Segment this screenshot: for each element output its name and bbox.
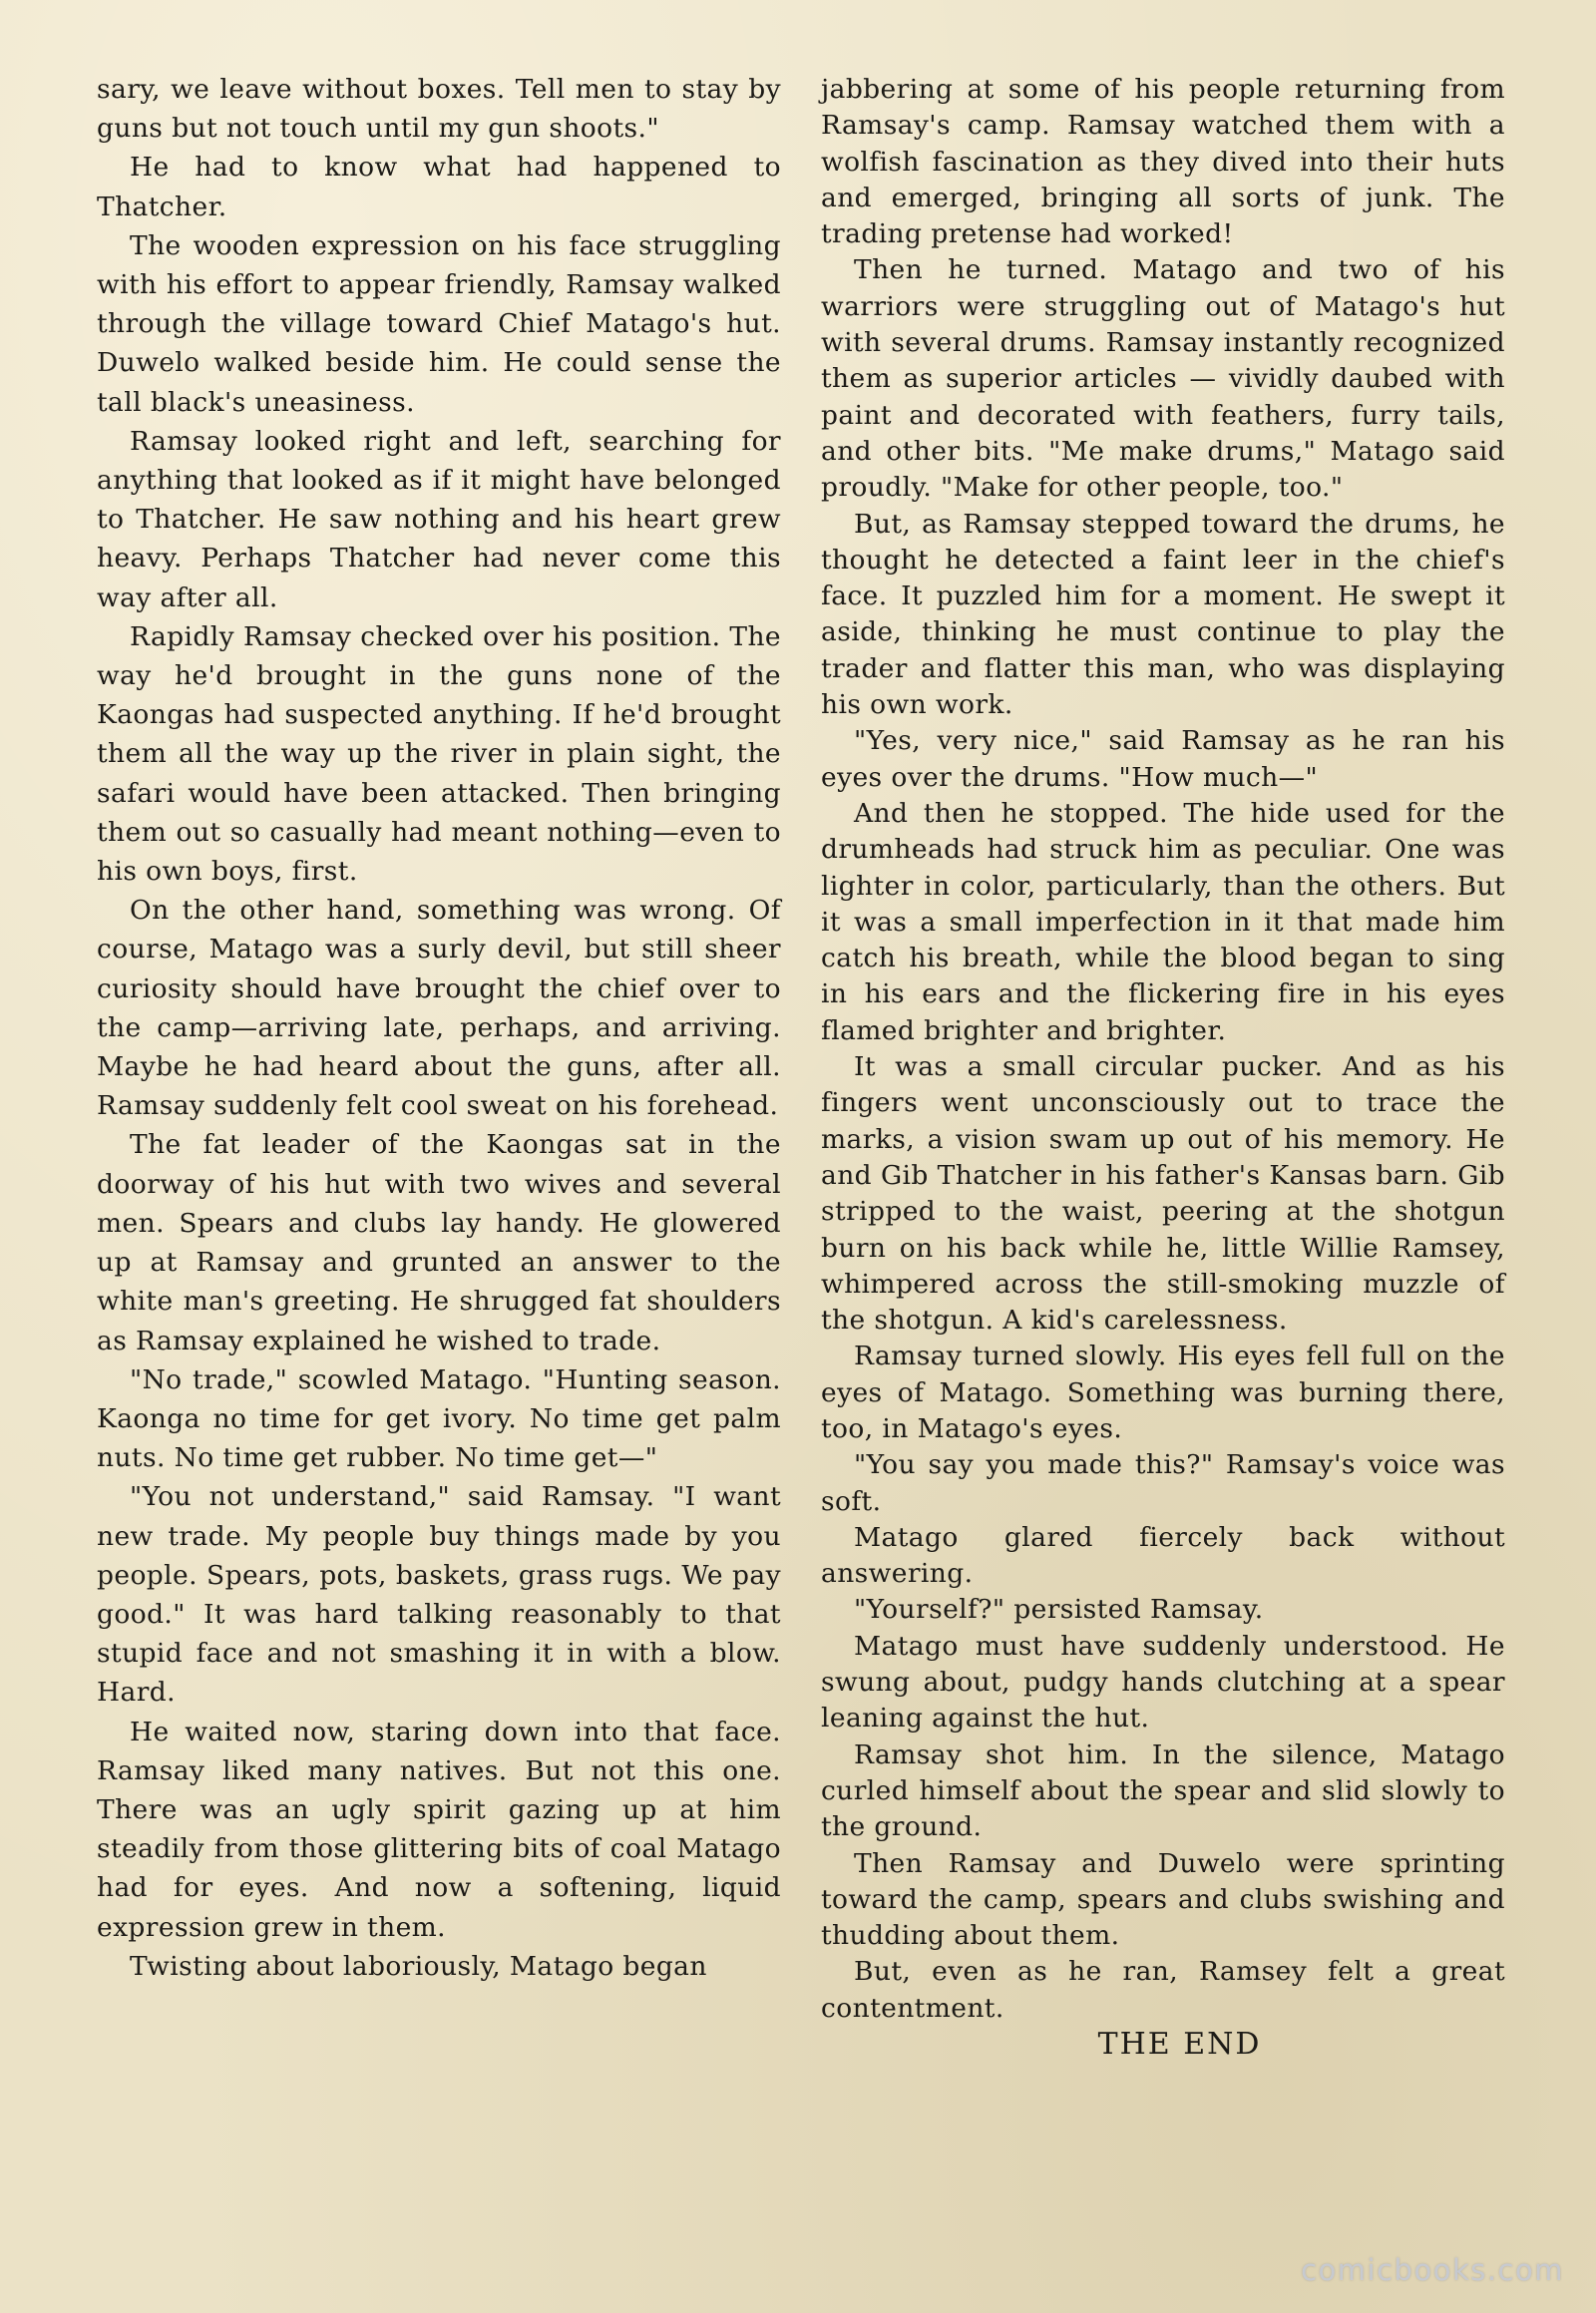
paragraph: "No trade," scowled Matago. "Hunting season. Kaonga no time for get ivory. No time get palm nuts. No time get rubber. No time get—" xyxy=(97,1363,781,1474)
paragraph: "Yourself?" persisted Ramsay. xyxy=(854,1594,1264,1626)
end-title: THE END xyxy=(1097,2027,1262,2063)
paragraph: Matago glared fiercely back without answering. xyxy=(821,1521,1505,1590)
paragraph: "You not understand," said Ramsay. "I want new trade. My people buy things made by you people. Spears, pots, baskets, grass rugs. We pay good." It was hard talking reasonably to that stupid face and not smashing it in with a blow. Hard. xyxy=(97,1481,781,1709)
paragraph: He had to know what had happened to Thatcher. xyxy=(97,152,781,222)
paragraph: Ramsay looked right and left, searching for anything that looked as if it might have belonged to Thatcher. He saw nothing and his heart grew heavy. Perhaps Thatcher had never come this way after all. xyxy=(97,425,781,613)
paragraph: And then he stopped. The hide used for the drumheads had struck him as peculiar. One was lighter in color, particularly, than the others. But it was a small imperfection in it that made him catch his breath, while the blood began to sing in his ears and the flickering fire in his eyes flamed brighter and brighter. xyxy=(821,797,1505,1046)
right-column xyxy=(821,72,1505,2063)
paragraph: "Yes, very nice," said Ramsay as he ran his eyes over the drums. "How much—" xyxy=(821,725,1505,793)
paragraph: On the other hand, something was wrong. Of course, Matago was a surly devil, but still sheer curiosity should have brought the chief over to the camp—arriving late, perhaps, and arriving. Maybe he had heard about the guns, after all. Ramsay suddenly felt cool sweat on his forehead. xyxy=(97,895,781,1122)
paragraph: Matago must have suddenly understood. He swung about, pudgy hands clutching at a spear leaning against the hut. xyxy=(821,1630,1505,1735)
watermark: comicbooks.com xyxy=(1301,2253,1564,2287)
paragraph: Then he turned. Matago and two of his warriors were struggling out of Matago's hut with several drums. Ramsay instantly recognized them as superior articles — vividly daubed with paint and decorated with feathers, furry tails, and other bits. "Me make drums," Matago said proudly. "Make for other people, too." xyxy=(821,254,1505,504)
paragraph: "You say you made this?" Ramsay's voice was soft. xyxy=(821,1449,1505,1517)
paragraph: Rapidly Ramsay checked over his position. The way he'd brought in the guns none of the Kaongas had suspected anything. If he'd brought them all the way up the river in plain sight, the safari would have been attacked. Then bringing them out so casually had meant nothing—even to his own boys, first. xyxy=(97,620,781,888)
paragraph: But, as Ramsay stepped toward the drums, he thought he detected a faint leer in the chief's face. It puzzled him for a moment. He swept it aside, thinking he must continue to play the trader and flatter this man, who was displaying his own work. xyxy=(821,508,1505,721)
paragraph: The wooden expression on his face struggling with his effort to appear friendly, Ramsay walked through the village toward Chief Matago's hut. Duwelo walked beside him. He could sense the tall black's uneasiness. xyxy=(97,229,781,418)
paragraph: jabbering at some of his people returning from Ramsay's camp. Ramsay watched them with a wolfish fascination as they dived into their huts and emerged, bringing all sorts of junk. The trading pretense had worked! xyxy=(821,74,1505,250)
paragraph: sary, we leave without boxes. Tell men to stay by guns but not touch until my gun shoots." xyxy=(97,74,781,145)
left-column xyxy=(97,70,781,1986)
paragraph: The fat leader of the Kaongas sat in the doorway of his hut with two wives and several men. Spears and clubs lay handy. He glowered up at Ramsay and grunted an answer to the white man's greeting. He shrugged fat shoulders as Ramsay explained he wished to trade. xyxy=(97,1129,781,1356)
paragraph: Ramsay shot him. In the silence, Matago curled himself about the spear and slid slowly to the ground. xyxy=(821,1738,1505,1843)
paragraph: Then Ramsay and Duwelo were sprinting toward the camp, spears and clubs swishing and thudding about them. xyxy=(821,1847,1505,1952)
paragraph: It was a small circular pucker. And as his fingers went unconsciously out to trace the marks, a vision swam up out of his memory. He and Gib Thatcher in his father's Kansas barn. Gib stripped to the waist, peering at the shotgun burn on his back while he, little Willie Ramsey, whimpered across the still-smoking muzzle of the shotgun. A kid's carelessness. xyxy=(821,1051,1505,1337)
paragraph: Ramsay turned slowly. His eyes fell full on the eyes of Matago. Something was burning there, too, in Matago's eyes. xyxy=(821,1341,1505,1444)
paragraph: He waited now, staring down into that face. Ramsay liked many natives. But not this one. There was an ugly spirit gazing up at him steadily from those glittering bits of coal Matago had for eyes. And now a softening, liquid expression grew in them. xyxy=(97,1716,781,1943)
paragraph: Twisting about laboriously, Matago began xyxy=(130,1950,707,1982)
paragraph: But, even as he ran, Ramsey felt a great contentment. xyxy=(821,1956,1505,2024)
